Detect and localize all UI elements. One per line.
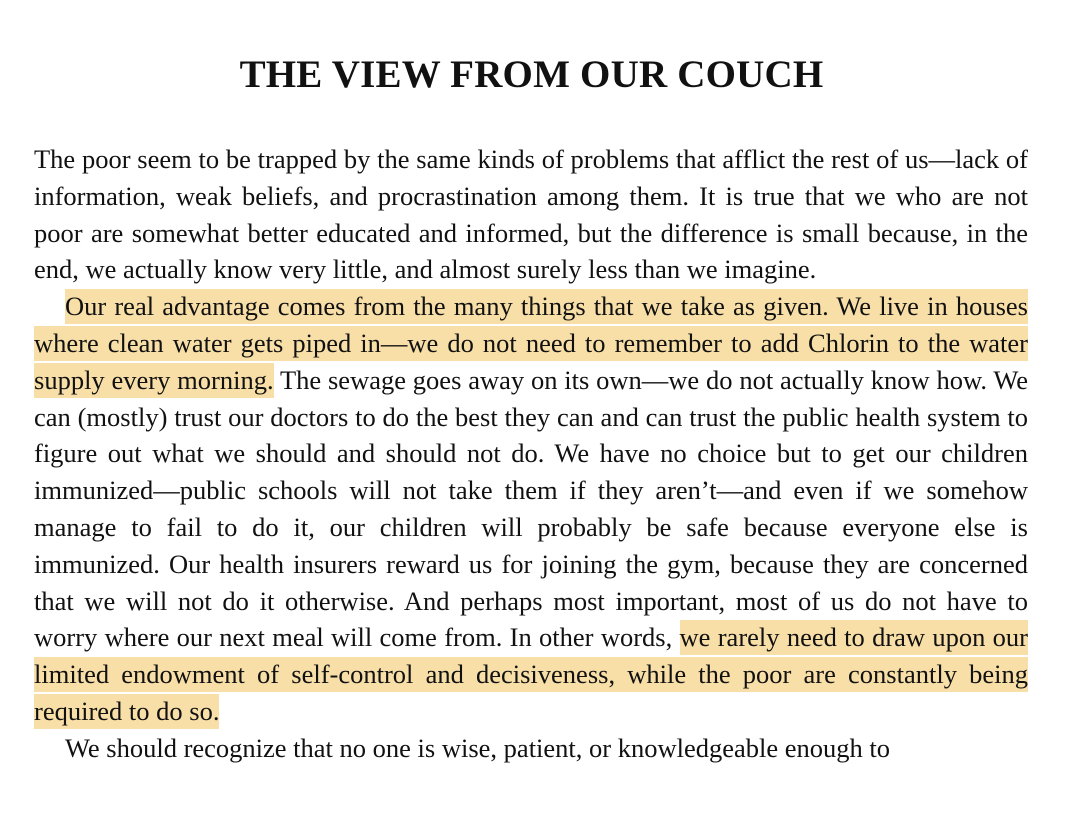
chapter-title: THE VIEW FROM OUR COUCH	[239, 53, 824, 97]
chapter-body	[34, 141, 1028, 767]
paragraph-2-text: The sewage goes away on its own—we do not actually know how. We can (mostly) trust our doctors to do the best they can and can trust the public health system to figure out what we should and should not do. We have no choice but to get our children immunized—public schools will not take them if they aren’t—and even if we somehow manage to fail to do it, our children will probably be safe because everyone else is immunized. Our health insurers reward us for joining the gym, because they are concerned that we will not do it otherwise. And perhaps most important, most of us do not have to worry where our next meal will come from. In other words,	[34, 364, 1028, 653]
highlight-passage-2[interactable]: we rarely need to draw upon our limited endowment of self-control and decisiveness, while the poor are constantly being required to do so.	[34, 620, 1028, 729]
paragraph-1: The poor seem to be trapped by the same kinds of problems that afflict the rest of us—lack of information, weak beliefs, and procrastination among them. It is true that we who are not poor are somewhat better educated and informed, but the difference is small because, in the end, we actually know very little, and almost surely less than we imagine.	[34, 144, 1028, 285]
highlight-passage-1[interactable]: Our real advantage comes from the many things that we take as given. We live in houses where clean water gets piped in—we do not need to remember to add Chlorin to the water supply every morning.	[34, 289, 1028, 398]
paragraph-2	[34, 288, 1028, 730]
paragraph-3: We should recognize that no one is wise, patient, or knowledgeable enough to	[65, 732, 891, 763]
